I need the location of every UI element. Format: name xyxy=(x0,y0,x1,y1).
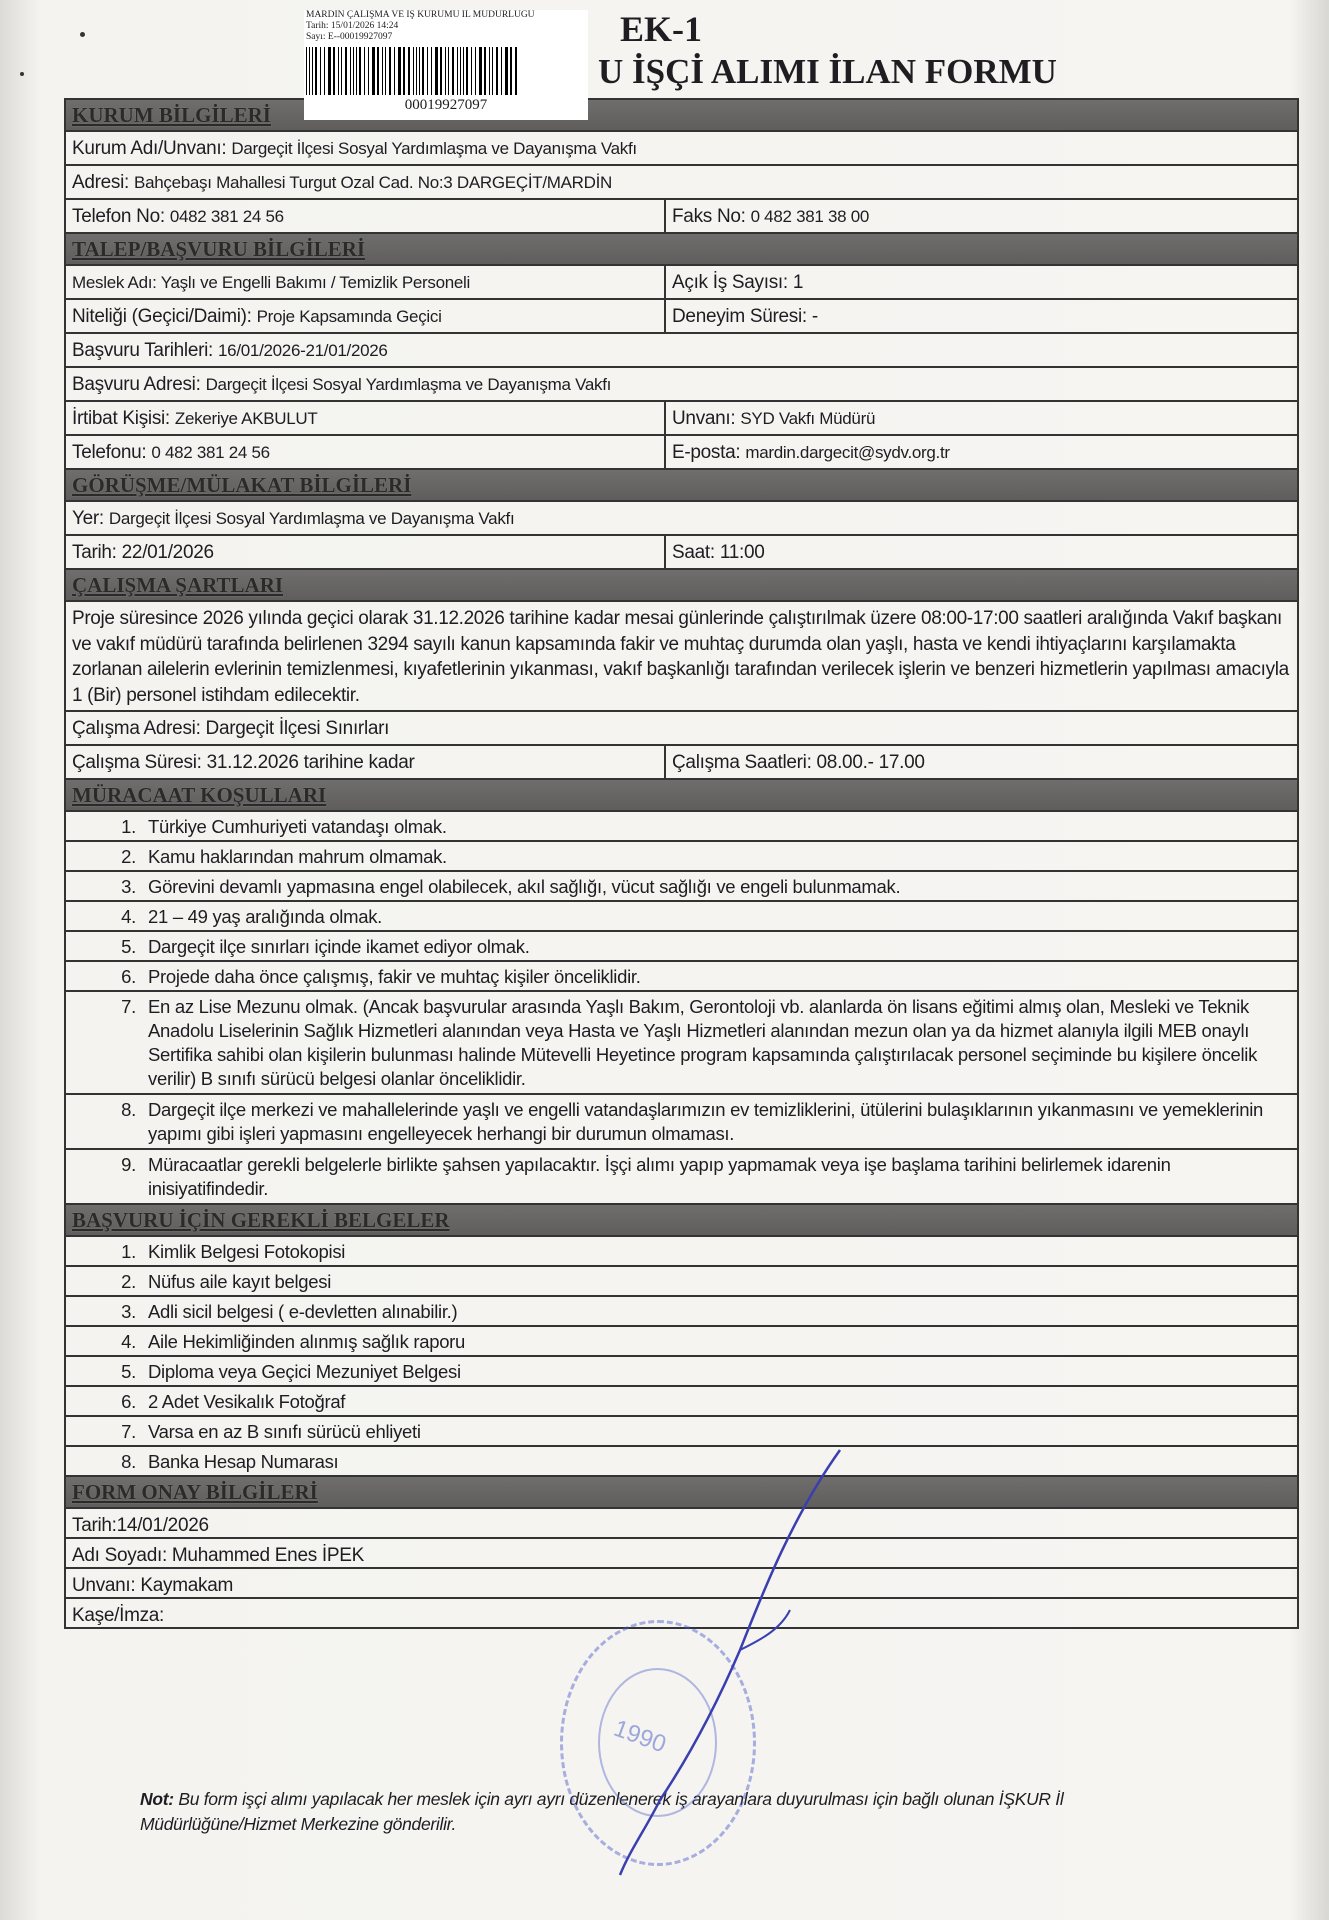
item-number: 8. xyxy=(121,1099,136,1120)
section-onay-header: FORM ONAY BİLGİLERİ xyxy=(66,1477,1297,1509)
item-number: 3. xyxy=(121,1301,136,1322)
barcode-bars xyxy=(306,47,586,95)
barcode-bar xyxy=(306,47,307,95)
item-text: Türkiye Cumhuriyeti vatandaşı olmak. xyxy=(148,816,447,837)
requirements-list xyxy=(66,812,1297,1205)
experience: - xyxy=(811,306,818,327)
note-label: Not: xyxy=(140,1789,174,1809)
barcode-bar xyxy=(394,47,395,95)
barcode-bar xyxy=(416,47,417,95)
label: Kurum Adı/Unvanı: xyxy=(72,138,227,159)
item-number: 6. xyxy=(121,966,136,987)
label: Unvanı: xyxy=(672,408,736,429)
work-address: Çalışma Adresi: Dargeçit İlçesi Sınırları xyxy=(72,718,390,739)
item-text: Banka Hesap Numarası xyxy=(148,1451,339,1472)
section-belgeler-header: BAŞVURU İÇİN GEREKLİ BELGELER xyxy=(66,1205,1297,1237)
barcode-bar xyxy=(320,47,321,95)
barcode-bar xyxy=(403,47,405,95)
section-calisma-header: ÇALIŞMA ŞARTLARI xyxy=(66,570,1297,602)
application-dates: 16/01/2026-21/01/2026 xyxy=(218,341,388,360)
barcode-number-line: Sayı: E--00019927097 xyxy=(306,32,393,42)
barcode-bar xyxy=(515,47,517,95)
kurum-fax: 0 482 381 38 00 xyxy=(750,207,870,226)
item-text: Adli sicil belgesi ( e-devletten alınabilir.) xyxy=(148,1301,458,1322)
item-number: 7. xyxy=(121,1421,136,1442)
barcode-bar xyxy=(413,47,414,95)
work-address-row xyxy=(66,712,1297,746)
job-nature: Proje Kapsamında Geçici xyxy=(256,307,442,326)
barcode-bar xyxy=(333,47,335,95)
note-text: Bu form işçi alımı yapılacak her meslek için ayrı ayrı düzenlenerek iş arayanlara duyurulması için bağlı olunan İŞKUR İl Müdürlüğüne/Hizmet Merkezine gönderilir. xyxy=(140,1789,1064,1834)
label: Deneyim Süresi: xyxy=(672,306,807,327)
list-item xyxy=(66,1095,1297,1150)
barcode-bar xyxy=(328,47,331,95)
item-number: 1. xyxy=(121,816,136,837)
email-link[interactable]: mardin.dargecit@sydv.org.tr xyxy=(745,443,950,462)
label: Telefonu: xyxy=(72,442,147,463)
item-number: 8. xyxy=(121,1451,136,1472)
registry-barcode-label xyxy=(304,10,588,120)
work-duration-row xyxy=(66,746,1297,780)
label: Telefon No: xyxy=(72,206,165,227)
item-text: 21 – 49 yaş aralığında olmak. xyxy=(148,906,383,927)
list-item xyxy=(66,1357,1297,1387)
list-item xyxy=(66,992,1297,1095)
kurum-name: Dargeçit İlçesi Sosyal Yardımlaşma ve Dayanışma Vakfı xyxy=(231,139,637,158)
barcode-bar xyxy=(460,47,461,95)
barcode-bar xyxy=(484,47,486,95)
item-text: Kamu haklarından mahrum olmamak. xyxy=(148,846,447,867)
barcode-bar xyxy=(448,47,449,95)
barcode-bar xyxy=(350,47,351,95)
list-item xyxy=(66,1237,1297,1267)
item-number: 7. xyxy=(121,996,136,1017)
item-number: 2. xyxy=(121,846,136,867)
label: Tarih: xyxy=(72,542,117,563)
interview-date: 22/01/2026 xyxy=(121,542,214,563)
item-number: 3. xyxy=(121,876,136,897)
item-text: Nüfus aile kayıt belgesi xyxy=(148,1271,332,1292)
label: Faks No: xyxy=(672,206,746,227)
contact-title: SYD Vakfı Müdürü xyxy=(740,409,876,428)
barcode-bar xyxy=(510,47,512,95)
annex-label: EK-1 xyxy=(620,9,703,49)
barcode-bar xyxy=(452,47,454,95)
section-kurum-header: KURUM BİLGİLERİ xyxy=(66,100,1297,132)
list-item xyxy=(66,1150,1297,1205)
barcode-bar xyxy=(385,47,386,95)
scan-speck xyxy=(80,32,85,37)
section-muracaat-header: MÜRACAAT KOŞULLARI xyxy=(66,780,1297,812)
list-item xyxy=(66,812,1297,842)
item-text: Müracaatlar gerekli belgelerle birlikte şahsen yapılacaktır. İşçi alımı yapıp yapmamak veya işe başlama tarihini belirlemek idarenin inisiyatifindedir. xyxy=(148,1154,1171,1199)
nature-row xyxy=(66,300,1297,334)
item-text: Görevini devamlı yapmasına engel olabilecek, akıl sağlığı, vücut sağlığı ve engeli bulunmamak. xyxy=(148,876,901,897)
stamp-year: 1990 xyxy=(610,1714,670,1759)
item-number: 4. xyxy=(121,1331,136,1352)
barcode-bar xyxy=(353,47,354,95)
list-item xyxy=(66,932,1297,962)
list-item xyxy=(66,962,1297,992)
barcode-bar xyxy=(479,47,482,95)
barcode-bar xyxy=(312,47,313,95)
form-title: U İŞÇİ ALIMI İLAN FORMU xyxy=(598,52,1057,91)
application-address: Dargeçit İlçesi Sosyal Yardımlaşma ve Dayanışma Vakfı xyxy=(205,375,612,394)
item-number: 6. xyxy=(121,1391,136,1412)
barcode-bar xyxy=(372,47,375,95)
scan-speck xyxy=(20,72,24,76)
barcode-bar xyxy=(475,47,476,95)
contact-phone-row xyxy=(66,436,1297,470)
item-text: Kimlik Belgesi Fotokopisi xyxy=(148,1241,346,1262)
kurum-address: Bahçebaşı Mahallesi Turgut Ozal Cad. No:3 DARGEÇİT/MARDİN xyxy=(134,173,612,192)
barcode-bar xyxy=(422,47,424,95)
barcode-bar xyxy=(505,47,508,95)
barcode-bar xyxy=(341,47,342,95)
label: Yer: xyxy=(72,508,104,529)
work-duration: Çalışma Süresi: 31.12.2026 tarihine kadar xyxy=(66,746,666,778)
kurum-address-row xyxy=(66,166,1297,200)
barcode-bar xyxy=(471,47,472,95)
item-number: 5. xyxy=(121,1361,136,1382)
interview-place: Dargeçit İlçesi Sosyal Yardımlaşma ve Dayanışma Vakfı xyxy=(108,509,515,528)
list-item xyxy=(66,902,1297,932)
label: Açık İş Sayısı: xyxy=(672,272,788,293)
item-text: Diploma veya Geçici Mezuniyet Belgesi xyxy=(148,1361,461,1382)
interview-date-row xyxy=(66,536,1297,570)
barcode-bar xyxy=(466,47,468,95)
barcode-bar xyxy=(324,47,325,95)
barcode-bar xyxy=(338,47,339,95)
item-text: Dargeçit ilçe sınırları içinde ikamet ediyor olmak. xyxy=(148,936,530,957)
barcode-bar xyxy=(364,47,365,95)
work-hours: Çalışma Saatleri: 08.00.- 17.00 xyxy=(672,752,925,773)
item-number: 9. xyxy=(121,1154,136,1175)
barcode-bar xyxy=(345,47,347,95)
barcode-bar xyxy=(382,47,383,95)
label: Başvuru Adresi: xyxy=(72,374,201,395)
barcode-bar xyxy=(489,47,490,95)
barcode-bar xyxy=(501,47,502,95)
dates-row xyxy=(66,334,1297,368)
item-number: 1. xyxy=(121,1241,136,1262)
handwritten-signature xyxy=(590,1440,850,1880)
barcode-bar xyxy=(457,47,458,95)
barcode-bar xyxy=(427,47,428,95)
item-number: 4. xyxy=(121,906,136,927)
item-text: Projede daha önce çalışmış, fakir ve muhtaç kişiler önceliklidir. xyxy=(148,966,641,987)
item-text: 2 Adet Vesikalık Fotoğraf xyxy=(148,1391,346,1412)
kurum-name-row xyxy=(66,132,1297,166)
section-talep-header: TALEP/BAŞVURU BİLGİLERİ xyxy=(66,234,1297,266)
form-table xyxy=(64,98,1299,1629)
barcode-bar xyxy=(431,47,432,95)
seal-signature-label: Kaşe/İmza: xyxy=(72,1605,165,1626)
approver-title: Unvanı: Kaymakam xyxy=(72,1575,233,1596)
barcode-bar xyxy=(315,47,317,95)
item-text: Dargeçit ilçe merkezi ve mahallelerinde yaşlı ve engelli vatandaşlarımızın ev temizliklerini, ütülerini bulaşıklarının yıkanmasını ve yemeklerinin yapımı gibi işleri yapmasını engelleyecek herhangi bir durumun olmaması. xyxy=(148,1099,1263,1144)
approver-name: Adı Soyadı: Muhammed Enes İPEK xyxy=(72,1545,364,1566)
barcode-bar xyxy=(435,47,438,95)
barcode-bar xyxy=(398,47,401,95)
barcode-bar xyxy=(377,47,379,95)
label: Niteliği (Geçici/Daimi): xyxy=(72,306,252,327)
list-item xyxy=(66,842,1297,872)
barcode-bar xyxy=(389,47,391,95)
label: E-posta: xyxy=(672,442,741,463)
barcode-bar xyxy=(356,47,357,95)
app-address-row xyxy=(66,368,1297,402)
list-item xyxy=(66,1327,1297,1357)
barcode-bar xyxy=(309,47,310,95)
label: Adresi: xyxy=(72,172,130,193)
barcode-bar xyxy=(463,47,464,95)
kurum-phone: 0482 381 24 56 xyxy=(169,207,284,226)
approval-date: Tarih:14/01/2026 xyxy=(72,1515,209,1536)
barcode-bar xyxy=(359,47,361,95)
label: İrtibat Kişisi: xyxy=(72,408,170,429)
label: Saat: xyxy=(672,542,715,563)
item-text: Varsa en az B sınıfı sürücü ehliyeti xyxy=(148,1421,421,1442)
contact-phone: 0 482 381 24 56 xyxy=(151,443,270,462)
job-row xyxy=(66,266,1297,300)
list-item xyxy=(66,1297,1297,1327)
label: Meslek Adı: xyxy=(72,273,157,292)
item-text: Aile Hekimliğinden alınmış sağlık raporu xyxy=(148,1331,466,1352)
contact-person: Zekeriye AKBULUT xyxy=(174,409,318,428)
barcode-bar xyxy=(492,47,493,95)
list-item xyxy=(66,1387,1297,1417)
barcode-date: Tarih: 15/01/2026 14:24 xyxy=(306,21,399,31)
list-item xyxy=(66,1267,1297,1297)
barcode-number: 00019927097 xyxy=(404,97,488,113)
list-item xyxy=(66,872,1297,902)
work-description: Proje süresince 2026 yılında geçici olarak 31.12.2026 tarihine kadar mesai günlerinde çalıştırılmak üzere 08:00-17:00 saatleri aralığında Vakıf başkanı ve vakıf müdürü tarafında belirlenen 3294 sayılı kanun kapsamında fakir ve muhtaç durumda olan yaşlı, hasta ve kendi ihtiyaçlarını karşılamakta zorlanan ailelerin evlerinin temizlenmesi, kıyafetlerinin yıkanması, vakıf başkanlığı tarafından verilecek işlerin ve benzeri hizmetlerin yapılması amacıyla 1 (Bir) personel istihdam edilecektir. xyxy=(72,608,1289,706)
label: Başvuru Tarihleri: xyxy=(72,340,214,361)
barcode-bar xyxy=(445,47,446,95)
barcode-bar xyxy=(408,47,410,95)
item-number: 5. xyxy=(121,936,136,957)
openings-count: 1 xyxy=(792,272,804,293)
barcode-bar xyxy=(368,47,369,95)
interview-time: 11:00 xyxy=(719,542,765,563)
barcode-bar xyxy=(419,47,420,95)
barcode-bar xyxy=(496,47,498,95)
barcode-institution: MARDIN ÇALIŞMA VE IŞ KURUMU IL MUDURLUGU xyxy=(306,10,535,20)
item-number: 2. xyxy=(121,1271,136,1292)
kurum-phone-row xyxy=(66,200,1297,234)
work-description-row xyxy=(66,602,1297,712)
item-text: En az Lise Mezunu olmak. (Ancak başvurular arasında Yaşlı Bakım, Gerontoloji vb. alanlarda ön lisans eğitimi almış olan, Mesleki ve Teknik Anadolu Liselerinin Sağlık Hizmetleri alanından veya Hasta ve Yaşlı Hizmetleri alanından mezun olan ya da hizmet alanıyla ilgili MEB onaylı Sertifika sahibi olan kişilerin bulunması halinde Mütevelli Heyetince program kapsamında çalıştırılacak personel seçiminde bu kişilere öncelik verilir) B sınıfı sürücü belgesi olanlar önceliklidir. xyxy=(148,996,1258,1089)
job-name: Yaşlı ve Engelli Bakımı / Temizlik Personeli xyxy=(160,273,470,292)
barcode-bar xyxy=(440,47,442,95)
contact-row xyxy=(66,402,1297,436)
section-gorusme-header: GÖRÜŞME/MÜLAKAT BİLGİLERİ xyxy=(66,470,1297,502)
interview-place-row xyxy=(66,502,1297,536)
